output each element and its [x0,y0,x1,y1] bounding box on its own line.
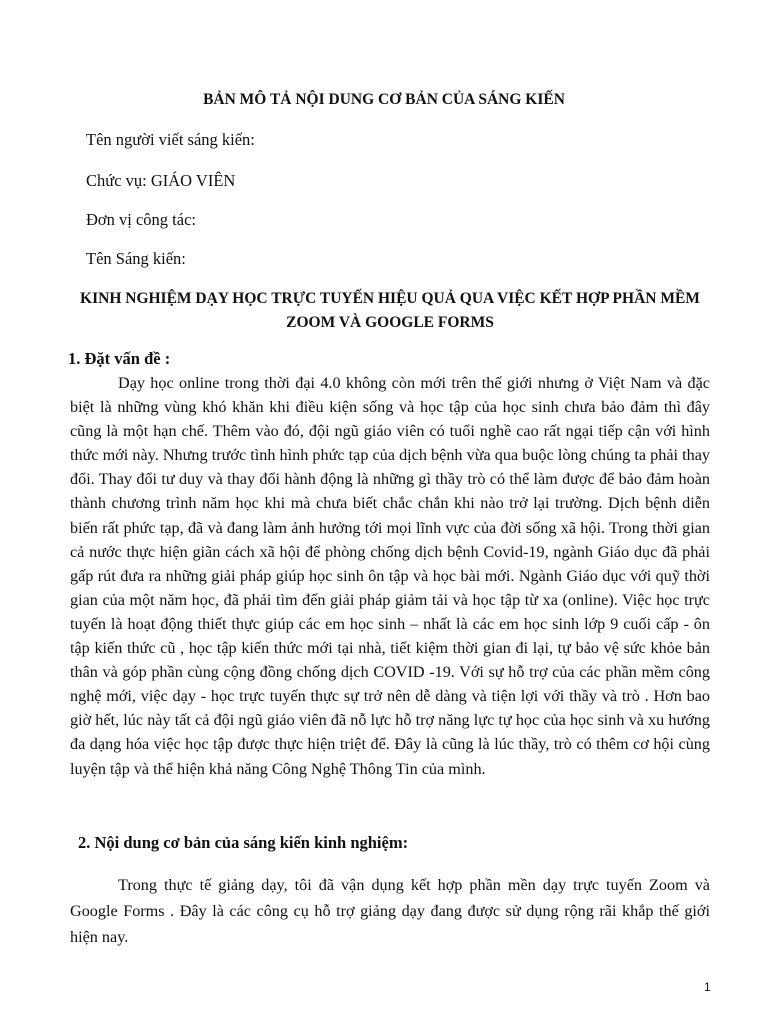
position-field: Chức vụ: GIÁO VIÊN [86,171,236,190]
initiative-title: KINH NGHIỆM DẠY HỌC TRỰC TUYẾN HIỆU QUẢ QUA VIỆC KẾT HỢP PHẦN MỀM ZOOM VÀ GOOGLE FORMS [80,290,700,331]
section-1-heading: 1. Đặt vấn đề : [68,349,171,368]
unit-field: Đơn vị công tác: [86,210,196,229]
section-2-heading: 2. Nội dung cơ bản của sáng kiến kinh nghiệm: [78,833,409,852]
author-field: Tên người viết sáng kiến: [86,130,255,149]
section-2-body: Trong thực tế giảng dạy, tôi đã vận dụng kết hợp phần mền dạy trực tuyến Zoom và Google Forms . Đây là các công cụ hỗ trợ giảng dạy đang được sử dụng rộng rãi khắp thế giới hiện nay. [70,876,710,946]
page-number: 1 [704,980,711,994]
section-1-body: Dạy học online trong thời đại 4.0 không còn mới trên thế giới nhưng ở Việt Nam và đặc biệt là những vùng khó khăn khi điều kiện sống và học tập của học sinh chưa bảo đảm thì đây cũng là một hạn chế. Thêm vào đó, đội ngũ giáo viên có tuổi nghề cao rất ngại tiếp cận với hình thức mới này. Nhưng trước tình hình phức tạp của dịch bệnh vừa qua buộc lòng chúng ta phải thay đổi. Thay đổi tư duy và thay đổi hành động là những gì thầy trò có thể làm được để bảo đảm hoàn thành chương trình năm học khi mà chưa biết chắc chắn khi nào trở lại trường. Dịch bệnh diễn biến rất phức tạp, đã và đang làm ảnh hưởng tới mọi lĩnh vực của đời sống xã hội. Trong thời gian cả nước thực hiện giãn cách xã hội để phòng chống dịch bệnh Covid-19, ngành Giáo dục đã phải gấp rút đưa ra những giải pháp giúp học sinh ôn tập và học bài mới. Ngành Giáo dục với quỹ thời gian của một năm học, đã phải tìm đến giải pháp giảm tải và học tập từ xa (online). Việc học trực tuyến là hoạt động thiết thực giúp các em học sinh – nhất là các em học sinh lớp 9 cuối cấp - ôn tập kiến thức cũ , học tập kiến thức mới tại nhà, tiết kiệm thời gian đi lại, tự bảo vệ sức khỏe bản thân và góp phần cùng cộng đồng chống dịch COVID -19. Với sự hỗ trợ của các phần mềm công nghệ mới, việc dạy - học trực tuyến thực sự trở nên dễ dàng và tiện lợi với thầy và trò . Hơn bao giờ hết, lúc này tất cả đội ngũ giáo viên đã nỗ lực hỗ trợ năng lực tự học của học sinh và xu hướng đa dạng hóa việc học tập được thực hiện triệt để. Đây là cũng là lúc thầy, trò có thêm cơ hội cùng luyện tập và thể hiện khả năng Công Nghệ Thông Tin của mình. [70,374,710,778]
document-title: BẢN MÔ TẢ NỘI DUNG CƠ BẢN CỦA SÁNG KIẾN [203,91,565,108]
initiative-field: Tên Sáng kiến: [86,249,186,268]
